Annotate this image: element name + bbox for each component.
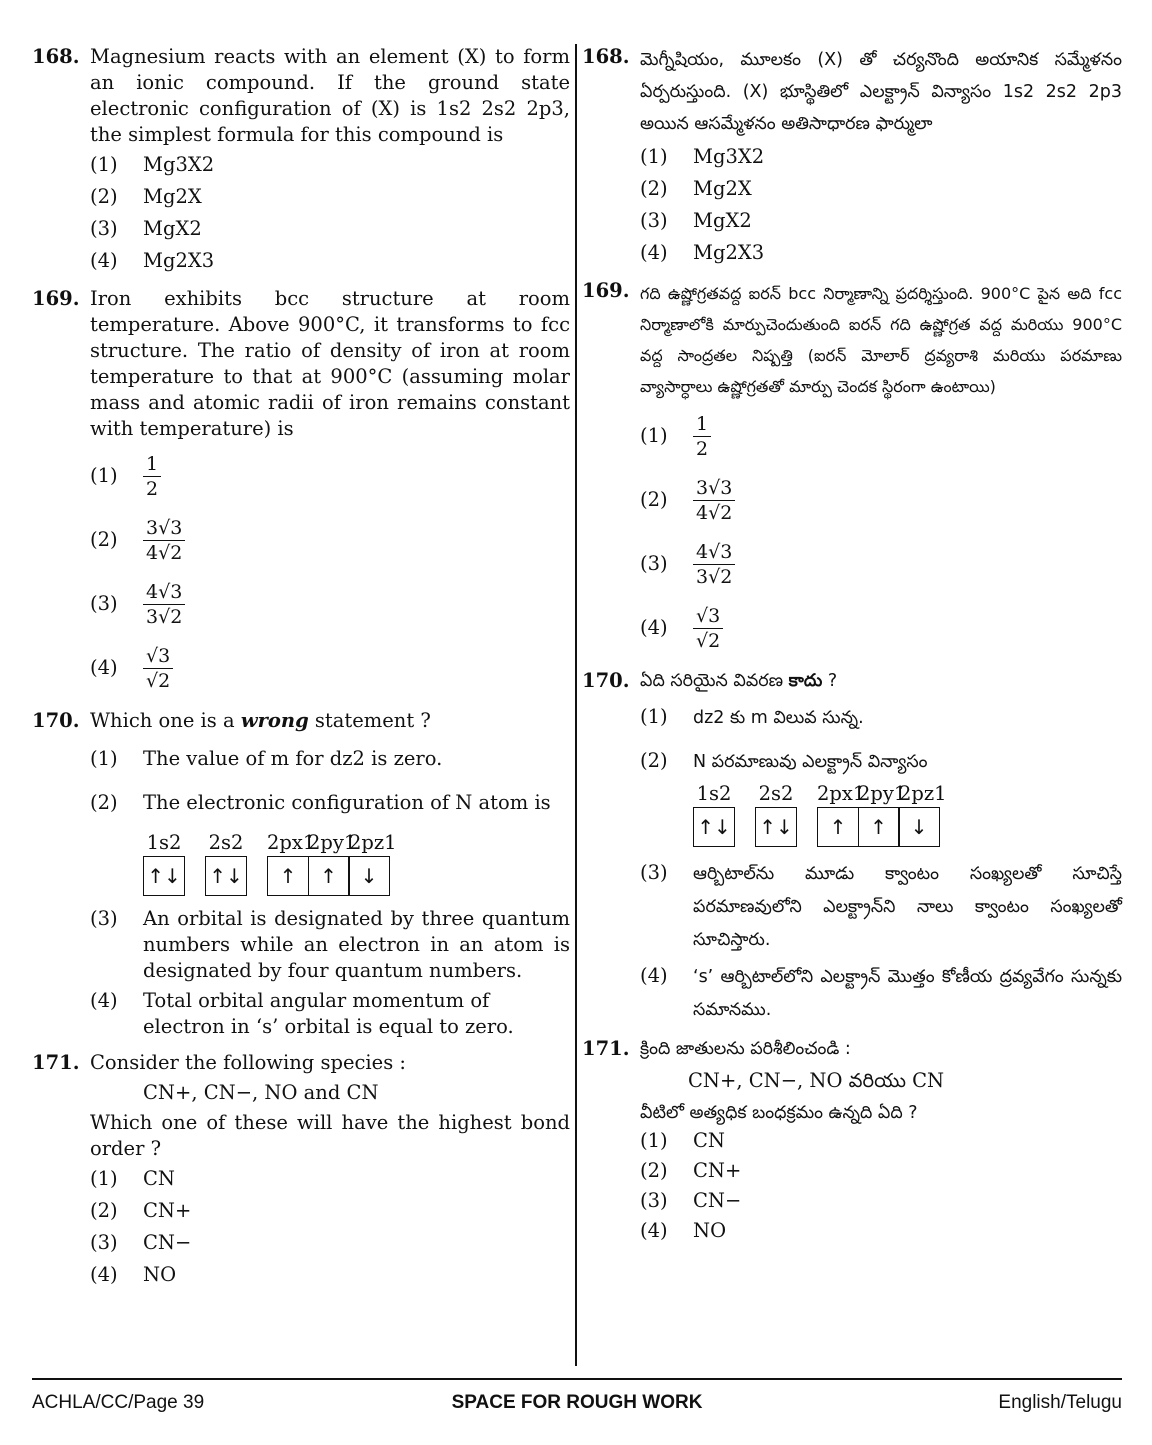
question-169 bbox=[32, 286, 570, 698]
option-number: (4) bbox=[640, 1219, 668, 1242]
option-2[interactable] bbox=[90, 510, 570, 570]
option-3[interactable] bbox=[90, 216, 570, 244]
orbital-box: ↑↓ bbox=[755, 807, 797, 847]
option-3[interactable] bbox=[90, 1230, 570, 1258]
question-text: Magnesium reacts with an element (X) to form an ionic compound. If the ground state electronic configuration of (X) is 1s2 2s2 2p3, the simplest formula for this compound is bbox=[90, 45, 570, 146]
question-text: గది ఉష్ణోగ్రతవద్ద ఐరన్ bcc నిర్మాణాన్ని ప్రదర్శిస్తుంది. 900°C పైన అది fcc నిర్మాణాలోకి మార్పుచెందుతుంది ఐరన్ గది ఉష్ణోగ్రత వద్ద మరియు 900°C వద్ద సాంద్రతల నిష్పత్తి (ఐరన్ మోలార్ ద్రవ్యరాశి మరియు పరమాణు వ్యాసార్ధాలు ఉష్ణోగ్రతతో మార్పు చెందక స్థిరంగా ఉంటాయి) bbox=[640, 284, 1122, 396]
option-number: (1) bbox=[640, 424, 668, 447]
question-number: 171. bbox=[582, 1037, 630, 1060]
option-text: CN bbox=[143, 1167, 175, 1190]
question-171 bbox=[32, 1050, 570, 1290]
denominator: 4√2 bbox=[146, 541, 183, 564]
option-number: (4) bbox=[90, 989, 118, 1012]
fraction bbox=[693, 540, 735, 589]
option-text: Mg2X3 bbox=[143, 249, 215, 272]
question-169 bbox=[582, 278, 1122, 658]
text-part: ? bbox=[827, 671, 838, 691]
orbital-label: 1s2 bbox=[146, 831, 182, 854]
option-number: (3) bbox=[640, 209, 668, 232]
option-text: Mg3X2 bbox=[693, 145, 765, 168]
question-text bbox=[90, 708, 570, 734]
emphasis-word: కాదు bbox=[788, 671, 823, 691]
orbital-box: ↑ bbox=[308, 856, 350, 896]
orbital-box: ↑ bbox=[858, 807, 900, 847]
option-number: (4) bbox=[90, 1263, 118, 1286]
option-4[interactable] bbox=[640, 960, 1122, 1026]
option-number: (1) bbox=[90, 747, 118, 770]
fraction bbox=[143, 452, 161, 501]
question-number: 171. bbox=[32, 1051, 80, 1074]
species-list: CN+, CN−, NO వరియు CN bbox=[688, 1069, 945, 1092]
orbital-2s bbox=[205, 830, 247, 896]
option-4[interactable] bbox=[90, 248, 570, 276]
denominator: 3√2 bbox=[696, 565, 733, 588]
option-text: CN+ bbox=[693, 1159, 742, 1182]
option-text: ఆర్బిటాల్‌ను మూడు క్వాంటం సంఖ్యలతో సూచిస్తే పరమాణవులోని ఎలక్ట్రాన్‌ని నాలు క్వాంటం సంఖ్యలతో సూచిస్తారు. bbox=[693, 864, 1122, 950]
option-text: Total orbital angular momentum of electron in ‘s’ orbital is equal to zero. bbox=[143, 989, 514, 1038]
orbital-box: ↓ bbox=[348, 856, 390, 896]
option-number: (1) bbox=[640, 705, 668, 728]
option-text: N పరమాణువు ఎలక్ట్రాన్ విన్యాసం bbox=[693, 752, 928, 772]
numerator: 1 bbox=[693, 412, 711, 437]
language-label: English/Telugu bbox=[998, 1392, 1122, 1413]
question-text: Consider the following species : bbox=[90, 1051, 406, 1074]
orbital-2s bbox=[755, 781, 797, 847]
option-number: (4) bbox=[90, 249, 118, 272]
option-1[interactable] bbox=[640, 704, 1122, 732]
option-number: (2) bbox=[90, 1199, 118, 1222]
option-3[interactable] bbox=[640, 208, 1122, 236]
question-number: 168. bbox=[32, 45, 80, 68]
option-number: (2) bbox=[640, 749, 668, 772]
option-text: CN− bbox=[693, 1189, 742, 1212]
option-text: Mg2X bbox=[693, 177, 752, 200]
option-number: (4) bbox=[640, 616, 668, 639]
text-part: statement ? bbox=[314, 709, 431, 732]
orbital-diagram bbox=[693, 781, 1122, 847]
option-2[interactable] bbox=[90, 1198, 570, 1226]
option-text: CN+ bbox=[143, 1199, 192, 1222]
option-text: The electronic configuration of N atom is bbox=[143, 791, 551, 814]
english-column bbox=[32, 44, 570, 1300]
option-text: CN− bbox=[143, 1231, 192, 1254]
option-4[interactable] bbox=[640, 598, 1122, 658]
option-number: (3) bbox=[640, 1189, 668, 1212]
option-number: (4) bbox=[640, 964, 668, 987]
option-text: CN bbox=[693, 1129, 725, 1152]
option-2[interactable] bbox=[640, 748, 1122, 847]
numerator: √3 bbox=[143, 644, 173, 669]
option-number: (1) bbox=[90, 153, 118, 176]
option-2[interactable] bbox=[640, 1158, 1122, 1186]
numerator: 3√3 bbox=[693, 476, 735, 501]
denominator: 3√2 bbox=[146, 605, 183, 628]
orbital-box: ↑↓ bbox=[693, 807, 735, 847]
question-168 bbox=[32, 44, 570, 276]
orbital-label: 1s2 bbox=[696, 782, 732, 805]
option-text: An orbital is designated by three quantum numbers while an electron in an atom is designated by four quantum numbers. bbox=[143, 907, 570, 982]
option-number: (2) bbox=[90, 185, 118, 208]
option-number: (1) bbox=[90, 464, 118, 487]
orbital-label: 2s2 bbox=[208, 831, 244, 854]
question-text: క్రింది జాతులను పరిశీలించండి : bbox=[640, 1039, 851, 1059]
numerator: √3 bbox=[693, 604, 723, 629]
fraction bbox=[143, 516, 185, 565]
emphasis-word: wrong bbox=[240, 709, 309, 732]
option-number: (2) bbox=[90, 528, 118, 551]
orbital-box: ↓ bbox=[898, 807, 940, 847]
orbital-box: ↑ bbox=[267, 856, 309, 896]
option-text: NO bbox=[693, 1219, 727, 1242]
orbital-1s bbox=[143, 830, 185, 896]
fraction bbox=[143, 644, 173, 693]
option-1[interactable] bbox=[90, 1166, 570, 1194]
question-prompt: వీటిలో అత్యధిక బంధక్రమం ఉన్నది ఏది ? bbox=[640, 1103, 918, 1123]
question-170 bbox=[582, 668, 1122, 1026]
orbital-label: 2py1 bbox=[858, 782, 907, 805]
orbital-label: 2pz1 bbox=[899, 782, 947, 805]
option-text: Mg3X2 bbox=[143, 153, 215, 176]
option-2[interactable] bbox=[90, 184, 570, 212]
option-text: Mg2X3 bbox=[693, 241, 765, 264]
option-3[interactable] bbox=[640, 534, 1122, 594]
option-3[interactable] bbox=[640, 857, 1122, 956]
question-168 bbox=[582, 44, 1122, 268]
option-1[interactable] bbox=[640, 1128, 1122, 1156]
question-number: 169. bbox=[582, 279, 630, 302]
option-number: (3) bbox=[90, 907, 118, 930]
option-number: (3) bbox=[90, 592, 118, 615]
option-3[interactable] bbox=[90, 906, 570, 984]
orbital-2p bbox=[267, 830, 397, 896]
page-footer bbox=[32, 1378, 1122, 1413]
option-text: dz2 కు m విలువ సున్న. bbox=[693, 708, 864, 728]
question-number: 170. bbox=[32, 709, 80, 732]
option-text: MgX2 bbox=[143, 217, 202, 240]
text-part: Which one is a bbox=[90, 709, 235, 732]
option-1[interactable] bbox=[640, 144, 1122, 172]
question-prompt: Which one of these will have the highest bond order ? bbox=[90, 1111, 570, 1160]
fraction bbox=[693, 476, 735, 525]
species-list: CN+, CN−, NO and CN bbox=[143, 1081, 379, 1104]
denominator: √2 bbox=[696, 629, 721, 652]
option-number: (1) bbox=[640, 145, 668, 168]
question-number: 168. bbox=[582, 45, 630, 68]
option-4[interactable] bbox=[90, 1262, 570, 1290]
orbital-label: 2py1 bbox=[308, 831, 357, 854]
option-number: (1) bbox=[640, 1129, 668, 1152]
question-number: 170. bbox=[582, 669, 630, 692]
fraction bbox=[693, 604, 723, 653]
orbital-box: ↑↓ bbox=[205, 856, 247, 896]
option-4[interactable] bbox=[640, 240, 1122, 268]
option-2[interactable] bbox=[90, 790, 570, 896]
question-number: 169. bbox=[32, 287, 80, 310]
orbital-label: 2s2 bbox=[758, 782, 794, 805]
option-2[interactable] bbox=[640, 176, 1122, 204]
option-4[interactable] bbox=[90, 638, 570, 698]
fraction bbox=[143, 580, 185, 629]
question-text: మెగ్నీషియం, మూలకం (X) తో చర్యనొంది అయానిక సమ్మేళనం ఏర్పరుస్తుంది. (X) భూస్థితిలో ఎలక్ట్రాన్ విన్యాసం 1s2 2s2 2p3 అయిన ఆసమ్మేళనం అతిసాధారణ ఫార్ములా bbox=[640, 50, 1122, 134]
question-170 bbox=[32, 708, 570, 1040]
question-text: Iron exhibits bcc structure at room temperature. Above 900°C, it transforms to fcc structure. The ratio of density of iron at room temperature to that at 900°C (assuming molar mass and atomic radii of iron remains constant with temperature) is bbox=[90, 287, 570, 440]
option-1[interactable] bbox=[90, 446, 570, 506]
fraction bbox=[693, 412, 711, 461]
denominator: √2 bbox=[146, 669, 171, 692]
option-number: (4) bbox=[640, 241, 668, 264]
orbital-box: ↑ bbox=[817, 807, 859, 847]
question-text bbox=[640, 668, 1122, 694]
option-3[interactable] bbox=[640, 1188, 1122, 1216]
option-number: (2) bbox=[640, 488, 668, 511]
orbital-1s bbox=[693, 781, 735, 847]
option-1[interactable] bbox=[90, 152, 570, 180]
option-4[interactable] bbox=[90, 988, 570, 1040]
question-171 bbox=[582, 1036, 1122, 1246]
option-number: (2) bbox=[640, 177, 668, 200]
denominator: 2 bbox=[696, 437, 709, 460]
option-text: ‘s’ ఆర్బిటాల్‌లోని ఎలక్ట్రాన్ మొత్తం కోణీయ ద్రవ్యవేగం సున్నకు సమానము. bbox=[693, 967, 1122, 1020]
option-3[interactable] bbox=[90, 574, 570, 634]
option-number: (3) bbox=[640, 552, 668, 575]
denominator: 2 bbox=[146, 477, 159, 500]
column-divider bbox=[575, 44, 577, 1366]
option-number: (1) bbox=[90, 1167, 118, 1190]
orbital-label: 2px1 bbox=[817, 782, 866, 805]
option-text: Mg2X bbox=[143, 185, 202, 208]
option-number: (2) bbox=[640, 1159, 668, 1182]
orbital-2p bbox=[817, 781, 947, 847]
option-text: MgX2 bbox=[693, 209, 752, 232]
option-number: (3) bbox=[90, 217, 118, 240]
orbital-label: 2pz1 bbox=[349, 831, 397, 854]
option-2[interactable] bbox=[640, 470, 1122, 530]
option-text: NO bbox=[143, 1263, 177, 1286]
denominator: 4√2 bbox=[696, 501, 733, 524]
option-text: The value of m for dz2 is zero. bbox=[143, 747, 443, 770]
option-4[interactable] bbox=[640, 1218, 1122, 1246]
option-number: (4) bbox=[90, 656, 118, 679]
option-1[interactable] bbox=[90, 746, 570, 774]
option-1[interactable] bbox=[640, 406, 1122, 466]
page-code: ACHLA/CC/Page 39 bbox=[32, 1392, 205, 1413]
text-part: ఏది సరియైన వివరణ bbox=[640, 671, 784, 691]
option-number: (3) bbox=[640, 861, 668, 884]
orbital-label: 2px1 bbox=[267, 831, 316, 854]
numerator: 3√3 bbox=[143, 516, 185, 541]
option-number: (3) bbox=[90, 1231, 118, 1254]
orbital-diagram bbox=[143, 830, 570, 896]
numerator: 4√3 bbox=[693, 540, 735, 565]
telugu-column bbox=[582, 44, 1122, 1256]
numerator: 1 bbox=[143, 452, 161, 477]
orbital-box: ↑↓ bbox=[143, 856, 185, 896]
option-number: (2) bbox=[90, 791, 118, 814]
numerator: 4√3 bbox=[143, 580, 185, 605]
rough-work-label: SPACE FOR ROUGH WORK bbox=[451, 1392, 703, 1413]
